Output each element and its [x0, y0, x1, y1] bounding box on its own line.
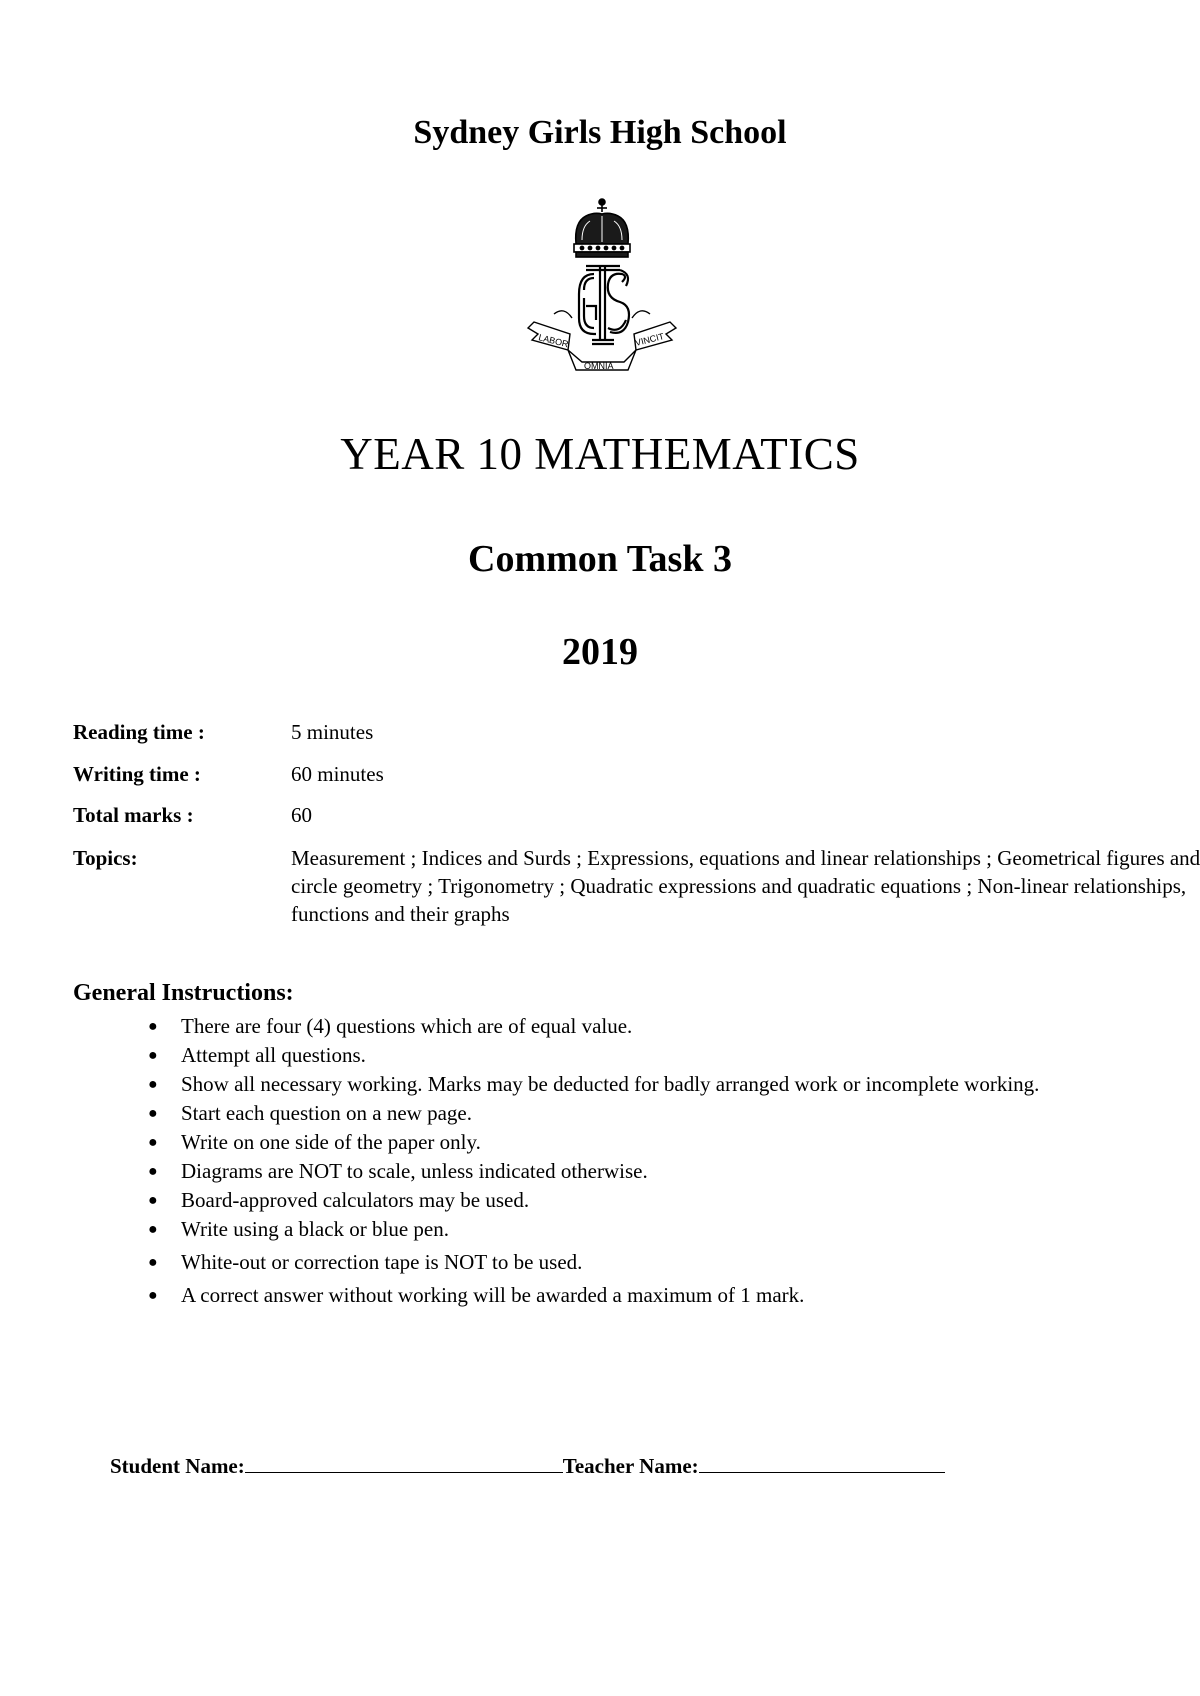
bullet-icon: ● — [148, 1163, 158, 1180]
bullet-icon: ● — [148, 1192, 158, 1209]
list-item: ● Start each question on a new page. — [148, 1099, 1108, 1128]
bullet-icon: ● — [148, 1076, 158, 1093]
info-label: Topics: — [73, 846, 138, 870]
info-label: Total marks : — [73, 803, 194, 827]
bullet-icon: ● — [148, 1221, 158, 1238]
school-crest-icon — [524, 194, 680, 390]
bullet-icon: ● — [148, 1018, 158, 1035]
info-label: Reading time : — [73, 720, 205, 744]
list-item: ● Write using a black or blue pen. — [148, 1215, 1108, 1244]
crest-motto-center: OMNIA — [584, 361, 614, 371]
list-item: ● A correct answer without working will be awarded a maximum of 1 mark. — [148, 1281, 1108, 1310]
exam-title: YEAR 10 MATHEMATICS — [340, 429, 860, 479]
crest-motto-left: LABOR — [537, 332, 570, 350]
student-name-label: Student Name: — [110, 1454, 245, 1478]
bullet-icon: ● — [148, 1287, 158, 1304]
list-item: ● Attempt all questions. — [148, 1041, 1108, 1070]
list-item: ● White-out or correction tape is NOT to be used. — [148, 1248, 1108, 1277]
bullet-icon: ● — [148, 1047, 158, 1064]
bullet-icon: ● — [148, 1105, 158, 1122]
info-value: 60 — [291, 803, 312, 827]
bullet-icon: ● — [148, 1254, 158, 1271]
exam-year: 2019 — [562, 631, 638, 673]
student-name-field[interactable] — [245, 1450, 563, 1473]
school-name: Sydney Girls High School — [413, 114, 787, 151]
teacher-name-field[interactable] — [699, 1450, 945, 1473]
info-value: 5 minutes — [291, 720, 374, 744]
list-item: ● Diagrams are NOT to scale, unless indicated otherwise. — [148, 1157, 1108, 1186]
list-item: ● Show all necessary working. Marks may be deducted for badly arranged work or incomplete working. — [148, 1070, 1108, 1099]
bullet-icon: ● — [148, 1134, 158, 1151]
list-item: ● Board-approved calculators may be used. — [148, 1186, 1108, 1215]
crest-motto-right: VINCIT — [634, 331, 666, 348]
info-value: Measurement ; Indices and Surds ; Expressions, equations and linear relationships ; Geometrical figures and circle geometry ; Trigonometry ; Quadratic expressions and quadratic equations ; Non-linear relationships, functions and their graphs — [291, 846, 1200, 926]
instructions-heading: General Instructions: — [73, 980, 294, 1006]
list-item: ● Write on one side of the paper only. — [148, 1128, 1108, 1157]
task-title: Common Task 3 — [468, 538, 732, 580]
info-label: Writing time : — [73, 762, 201, 786]
instructions-list — [148, 1012, 1108, 1310]
name-fields — [110, 1450, 1010, 1479]
teacher-name-label: Teacher Name: — [562, 1454, 699, 1478]
info-value: 60 minutes — [291, 762, 384, 786]
list-item: ● There are four (4) questions which are of equal value. — [148, 1012, 1108, 1041]
